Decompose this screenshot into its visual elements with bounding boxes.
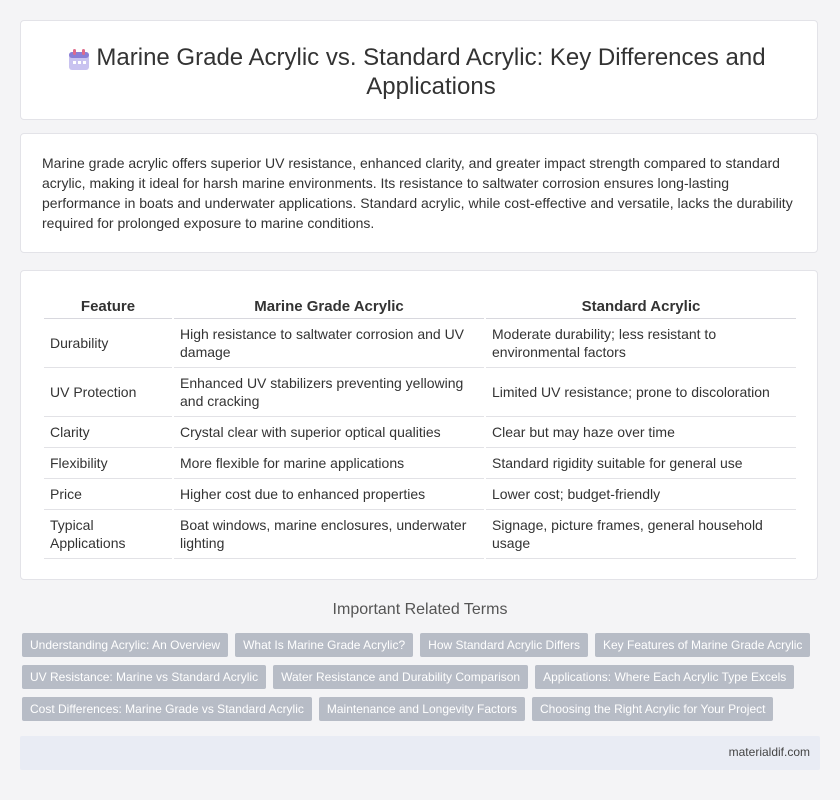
header-feature: Feature (44, 295, 172, 319)
related-term-tag[interactable]: Choosing the Right Acrylic for Your Project (532, 697, 773, 721)
footer (20, 736, 820, 770)
related-term-tag[interactable]: Applications: Where Each Acrylic Type Excels (535, 665, 794, 689)
cell-standard: Clear but may haze over time (486, 417, 796, 448)
table-row (44, 368, 796, 417)
cell-feature: Clarity (44, 417, 172, 448)
title-card (20, 20, 818, 120)
cell-feature: Durability (44, 319, 172, 368)
related-term-tag[interactable]: Water Resistance and Durability Comparison (273, 665, 528, 689)
related-terms-title: Important Related Terms (332, 601, 508, 618)
intro-paragraph: Marine grade acrylic offers superior UV resistance, enhanced clarity, and greater impact strength compared to standard acrylic, making it ideal for harsh marine environments. Its resistance to saltwater corrosion ensures long-lasting performance in boats and underwater applications. Standard acrylic, while cost-effective and versatile, lacks the durability required for prolonged exposure to marine conditions. (42, 155, 793, 231)
related-term-tag[interactable]: How Standard Acrylic Differs (420, 633, 588, 657)
cell-feature: Typical Applications (44, 510, 172, 559)
comparison-table (42, 295, 798, 559)
intro-card (20, 133, 818, 253)
table-header-row (44, 295, 796, 319)
cell-standard: Lower cost; budget-friendly (486, 479, 796, 510)
cell-marine: Crystal clear with superior optical qualities (174, 417, 484, 448)
related-term-tag[interactable]: What Is Marine Grade Acrylic? (235, 633, 413, 657)
cell-feature: Flexibility (44, 448, 172, 479)
cell-standard: Signage, picture frames, general household usage (486, 510, 796, 559)
comparison-card (20, 270, 818, 580)
table-row (44, 479, 796, 510)
cell-marine: High resistance to saltwater corrosion and UV damage (174, 319, 484, 368)
related-terms-list (22, 633, 822, 721)
related-term-tag[interactable]: Key Features of Marine Grade Acrylic (595, 633, 810, 657)
table-row (44, 448, 796, 479)
cell-standard: Moderate durability; less resistant to environmental factors (486, 319, 796, 368)
related-term-tag[interactable]: Cost Differences: Marine Grade vs Standard Acrylic (22, 697, 312, 721)
cell-feature: UV Protection (44, 368, 172, 417)
cell-standard: Limited UV resistance; prone to discoloration (486, 368, 796, 417)
cell-marine: More flexible for marine applications (174, 448, 484, 479)
cell-feature: Price (44, 479, 172, 510)
table-row (44, 417, 796, 448)
footer-site-link[interactable]: materialdif.com (728, 745, 810, 759)
cell-marine: Higher cost due to enhanced properties (174, 479, 484, 510)
cell-standard: Standard rigidity suitable for general use (486, 448, 796, 479)
page-title: Marine Grade Acrylic vs. Standard Acrylic: Key Differences and Applications (96, 44, 766, 100)
table-row (44, 510, 796, 559)
cell-marine: Enhanced UV stabilizers preventing yellowing and cracking (174, 368, 484, 417)
related-term-tag[interactable]: Maintenance and Longevity Factors (319, 697, 525, 721)
header-standard: Standard Acrylic (486, 295, 796, 319)
header-marine: Marine Grade Acrylic (174, 295, 484, 319)
table-row (44, 319, 796, 368)
cell-marine: Boat windows, marine enclosures, underwater lighting (174, 510, 484, 559)
related-term-tag[interactable]: UV Resistance: Marine vs Standard Acrylic (22, 665, 266, 689)
related-term-tag[interactable]: Understanding Acrylic: An Overview (22, 633, 228, 657)
